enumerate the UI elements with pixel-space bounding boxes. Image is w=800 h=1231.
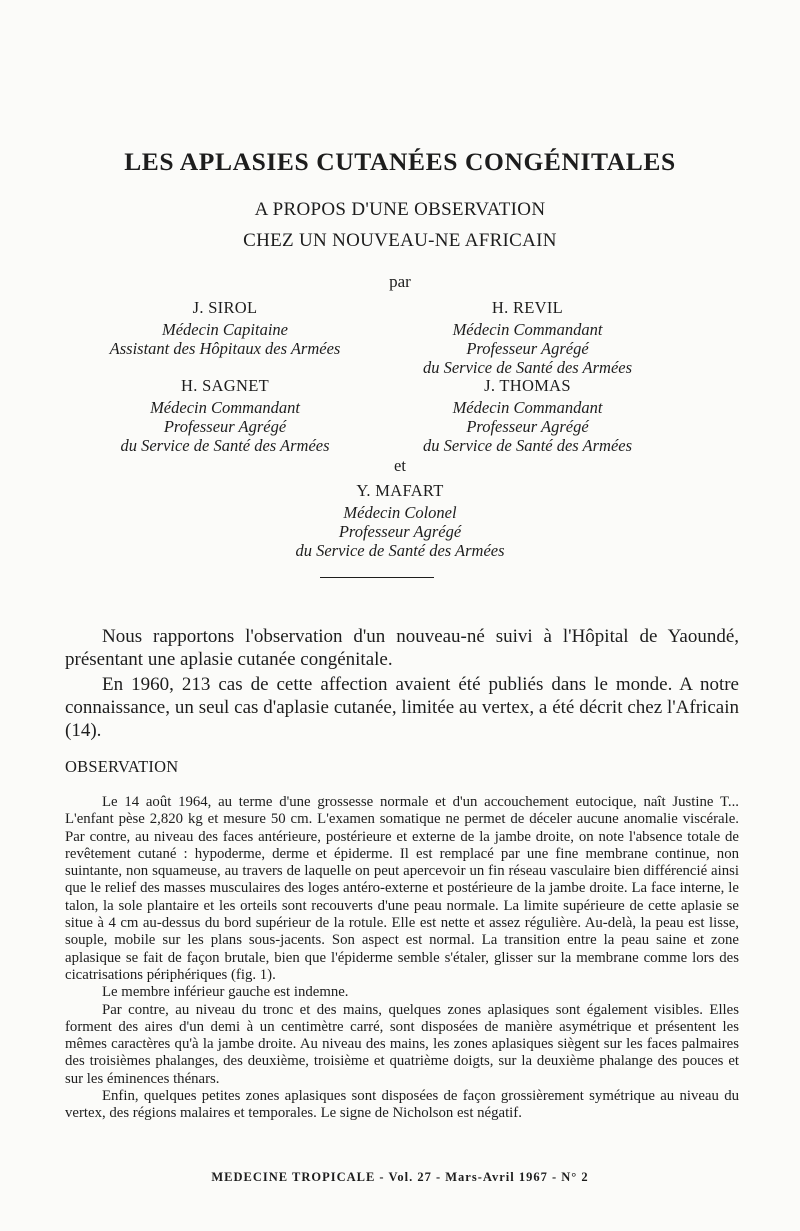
et-label: et (394, 456, 406, 475)
intro-text (65, 625, 739, 742)
author-name: J. SIROL (192, 298, 258, 317)
body-paragraph: Enfin, quelques petites zones aplasiques sont disposées de façon grossièrement symétrique au niveau du vertex, des régions malaires et temporales. Le signe de Nicholson est négatif. (65, 1088, 739, 1122)
observation-text (65, 794, 739, 1123)
author-role: Professeur Agrégé (163, 417, 287, 436)
author-role: du Service de Santé des Armées (422, 436, 633, 455)
author-role: Médecin Commandant (452, 320, 603, 339)
author-role: Médecin Commandant (150, 398, 300, 417)
author-sirol (90, 298, 360, 358)
author-name: H. SAGNET (181, 376, 269, 395)
author-role: Médecin Commandant (452, 398, 603, 417)
body-paragraph: Le 14 août 1964, au terme d'une grossesse normale et d'un accouchement eutocique, naît Justine T... L'enfant pèse 2,820 kg et mesure 50 cm. L'examen somatique ne permet de déceler aucune anomalie viscérale. Par contre, au niveau des faces antérieure, postérieure et externe de la jambe droite, on note l'absence totale de revêtement cutané : hypoderme, derme et épiderme. Il est remplacé par une fine membrane continue, non suintante, non squameuse, au travers de laquelle on peut apercevoir un fin réseau vasculaire bien différencié ainsi que le relief des masses musculaires des loges antéro-externe et postérieure de la jambe droite. La face interne, le talon, la sole plantaire et les orteils sont recouverts d'une peau normale. La limite supérieure de cette aplasie se situe à 4 cm au-dessus du bord supérieur de la rotule. Elle est nette et assez régulière. Au-delà, la peau est lisse, souple, mobile sur les plans sous-jacents. Son aspect est normal. La transition entre la peau saine et zone aplasique se fait de façon brutale, bien que l'épiderme semble s'étaler, glisser sur la membrane comme lors des cicatrisations périphériques (fig. 1). (65, 794, 739, 983)
author-role: Professeur Agrégé (466, 339, 589, 358)
author-thomas (405, 376, 650, 455)
author-name: H. REVIL (491, 298, 564, 317)
subtitle-line-2: CHEZ UN NOUVEAU-NE AFRICAIN (243, 230, 557, 251)
body-paragraph: Par contre, au niveau du tronc et des mains, quelques zones aplasiques sont également visibles. Elles forment des aires d'un demi à un centimètre carré, sont disposées de manière asymétrique et présentent les mêmes caractères qu'à la jambe droite. Au niveau des mains, les zones aplasiques siègent sur les faces palmaires des troisièmes phalanges, des deuxième, troisième et quatrième doigts, sur la deuxième phalange des pouces et sur les éminences thénars. (65, 1001, 739, 1087)
intro-paragraph: En 1960, 213 cas de cette affection avaient été publiés dans le monde. A notre connaissance, un seul cas d'aplasie cutanée, limitée au vertex, a été décrit chez l'Africain (14). (65, 674, 739, 741)
author-role: Professeur Agrégé (466, 417, 589, 436)
author-role: du Service de Santé des Armées (120, 436, 330, 455)
intro-paragraph: Nous rapportons l'observation d'un nouveau-né suivi à l'Hôpital de Yaoundé, présentant une aplasie cutanée congénitale. (65, 626, 739, 670)
author-name: J. THOMAS (484, 376, 571, 395)
journal-footer: MEDECINE TROPICALE - Vol. 27 - Mars-Avril 1967 - N° 2 (211, 1170, 589, 1184)
author-role: Médecin Colonel (343, 503, 457, 522)
author-revil (405, 298, 650, 377)
author-role: du Service de Santé des Armées (422, 358, 633, 377)
section-heading: OBSERVATION (65, 757, 179, 776)
par-label: par (389, 272, 411, 291)
subtitle-line-1: A PROPOS D'UNE OBSERVATION (254, 199, 546, 220)
article-title: LES APLASIES CUTANÉES CONGÉNITALES (124, 147, 676, 176)
author-sagnet (90, 376, 360, 455)
author-mafart (0, 481, 800, 560)
author-role: Médecin Capitaine (161, 320, 288, 339)
author-name: Y. MAFART (356, 481, 444, 500)
author-role: Assistant des Hôpitaux des Armées (109, 339, 341, 358)
author-role: du Service de Santé des Armées (295, 541, 505, 560)
author-role: Professeur Agrégé (338, 522, 462, 541)
body-paragraph: Le membre inférieur gauche est indemne. (102, 984, 349, 1001)
separator-rule (320, 577, 434, 578)
